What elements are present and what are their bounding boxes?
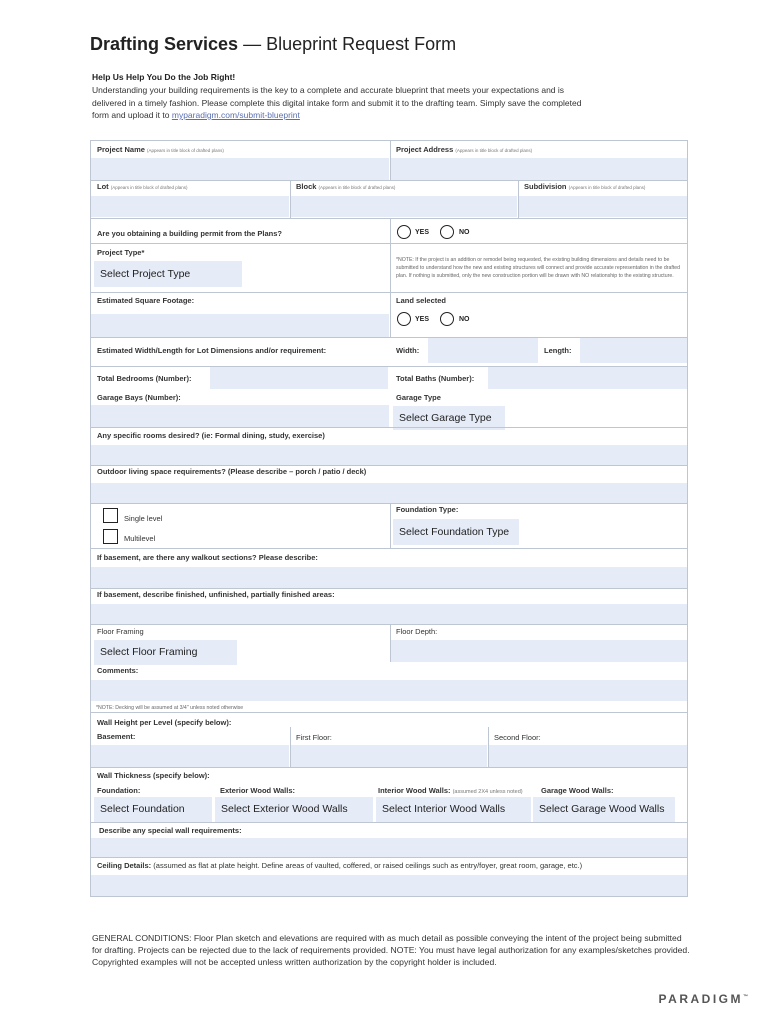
land-no-label: NO <box>459 316 470 323</box>
permit-yes-label: YES <box>415 229 430 236</box>
rooms-input[interactable] <box>91 445 687 465</box>
divider <box>90 857 688 858</box>
wall-height-label: Wall Height per Level (specify below): <box>97 718 232 727</box>
decking-note: *NOTE: Decking will be assumed at 3/4" unless noted otherwise <box>96 705 244 711</box>
divider <box>90 243 688 244</box>
garage-bays-input[interactable] <box>91 405 389 427</box>
garage-walls-select[interactable]: Select Garage Wood Walls <box>533 797 675 822</box>
divider <box>90 427 688 428</box>
basement-walkout-label: If basement, are there any walkout sections? Please describe: <box>97 553 318 562</box>
floor-framing-label: Floor Framing <box>97 627 144 636</box>
exterior-walls-label: Exterior Wood Walls: <box>220 786 296 795</box>
lot-input[interactable] <box>91 196 289 217</box>
length-input[interactable] <box>580 338 687 363</box>
lot-label: Lot (Appears in title block of drafted plans) <box>97 182 188 191</box>
sqft-input[interactable] <box>91 314 389 337</box>
foundation-type-select[interactable]: Select Foundation Type <box>393 519 519 545</box>
project-type-note: *NOTE: If the project is an addition or remodel being requested, the existing building dimensions and details need to be submitted to understand how the new and existing structures will connect and provide accurate representation in the drafted plan. If nothing is submitted, only the new construction portion will be drawn with NO relationship to the existing structure. <box>396 257 681 279</box>
first-floor-label: First Floor: <box>296 733 332 742</box>
divider <box>90 588 688 589</box>
rooms-label: Any specific rooms desired? (ie: Formal dining, study, exercise) <box>97 431 325 440</box>
basement-finished-input[interactable] <box>91 604 687 624</box>
exterior-walls-select[interactable]: Select Exterior Wood Walls <box>215 797 373 822</box>
divider <box>90 503 688 504</box>
divider <box>390 503 391 548</box>
project-name-label: Project Name (Appears in title block of drafted plans) <box>97 145 224 154</box>
baths-input[interactable] <box>488 367 687 389</box>
second-floor-height-input[interactable] <box>489 745 687 767</box>
sqft-label: Estimated Square Footage: <box>97 296 195 305</box>
second-floor-label: Second Floor: <box>494 733 541 742</box>
divider <box>90 292 688 293</box>
garage-type-select[interactable]: Select Garage Type <box>393 406 505 430</box>
length-label: Length: <box>544 346 572 355</box>
intro-heading: Help Us Help You Do the Job Right! <box>92 72 236 82</box>
outdoor-input[interactable] <box>91 483 687 503</box>
divider <box>90 140 688 141</box>
project-address-input[interactable] <box>391 158 687 180</box>
block-label: Block (Appears in title block of drafted plans) <box>296 182 396 191</box>
basement-walkout-input[interactable] <box>91 567 687 588</box>
first-floor-height-input[interactable] <box>291 745 487 767</box>
project-type-select[interactable]: Select Project Type <box>94 261 242 287</box>
intro-text: Understanding your building requirements is the key to a complete and accurate blueprint that meets your expectations and is delivered in a timely fashion. Please complete this digital intake form and submit it to the drafting team. Simply save the completed form and upload it to myparadigm.com/submit-blueprint <box>92 85 582 120</box>
bedrooms-label: Total Bedrooms (Number): <box>97 374 192 383</box>
permit-no-radio[interactable] <box>440 225 454 239</box>
permit-yes-radio[interactable] <box>397 225 411 239</box>
divider <box>90 180 688 181</box>
basement-height-input[interactable] <box>91 745 289 767</box>
land-selected-label: Land selected <box>396 296 447 305</box>
form-frame <box>90 140 688 897</box>
comments-input[interactable] <box>91 680 687 701</box>
special-walls-label: Describe any special wall requirements: <box>99 826 242 835</box>
land-yes-radio[interactable] <box>397 312 411 326</box>
divider <box>90 712 688 713</box>
bedrooms-input[interactable] <box>210 367 388 389</box>
special-walls-input[interactable] <box>91 838 687 857</box>
outdoor-label: Outdoor living space requirements? (Please describe – porch / patio / deck) <box>97 467 367 476</box>
comments-label: Comments: <box>97 666 139 675</box>
subdivision-label: Subdivision (Appears in title block of drafted plans) <box>524 182 646 191</box>
multilevel-label: Multilevel <box>124 534 156 543</box>
divider <box>90 548 688 549</box>
interior-walls-select[interactable]: Select Interior Wood Walls <box>376 797 531 822</box>
garage-bays-label: Garage Bays (Number): <box>97 393 181 402</box>
divider <box>90 822 688 823</box>
floor-depth-input[interactable] <box>391 640 687 662</box>
ceiling-input[interactable] <box>91 875 687 896</box>
divider <box>90 218 688 219</box>
foundation-label: Foundation: <box>97 786 141 795</box>
land-yes-label: YES <box>415 316 430 323</box>
page-title: Drafting Services — Blueprint Request Form <box>90 34 457 54</box>
land-no-radio[interactable] <box>440 312 454 326</box>
lot-dimensions-label: Estimated Width/Length for Lot Dimensions and/or requirement: <box>97 346 327 355</box>
width-input[interactable] <box>428 338 538 363</box>
wall-thickness-label: Wall Thickness (specify below): <box>97 771 210 780</box>
permit-no-label: NO <box>459 229 470 236</box>
general-conditions: GENERAL CONDITIONS: Floor Plan sketch and elevations are required with as much detail as possible conveying the intent of the project being submitted for drafting. Projects can be rejected due to the lack of requirements provided. NOTE: You must have legal authorization for any examples/sketches provided. Copyrighted examples will not be accepted unless written authorization by the copyright holder is included. <box>92 933 690 967</box>
baths-label: Total Baths (Number): <box>396 374 475 383</box>
submit-link[interactable]: myparadigm.com/submit-blueprint <box>171 110 300 120</box>
basement-label: Basement: <box>97 732 136 741</box>
garage-type-label: Garage Type <box>396 393 441 402</box>
floor-depth-label: Floor Depth: <box>396 627 438 636</box>
project-address-label: Project Address (Appears in title block of drafted plans) <box>396 145 533 154</box>
garage-walls-label: Garage Wood Walls: <box>541 786 614 795</box>
divider <box>90 624 688 625</box>
paradigm-logo: PARADIGM™ <box>658 992 748 1006</box>
permit-question: Are you obtaining a building permit from the Plans? <box>97 229 283 238</box>
floor-framing-select[interactable]: Select Floor Framing <box>94 640 237 665</box>
block-input[interactable] <box>291 196 517 217</box>
divider <box>90 767 688 768</box>
basement-finished-label: If basement, describe finished, unfinished, partially finished areas: <box>97 590 335 599</box>
foundation-select[interactable]: Select Foundation <box>94 797 212 822</box>
multilevel-checkbox[interactable] <box>103 529 118 544</box>
ceiling-label: Ceiling Details: (assumed as flat at plate height. Define areas of vaulted, coffered, or raised ceilings such as entry/foyer, great room, garage, etc.) <box>97 861 583 870</box>
single-level-label: Single level <box>124 514 163 523</box>
foundation-type-label: Foundation Type: <box>396 505 459 514</box>
project-name-input[interactable] <box>91 158 389 180</box>
width-label: Width: <box>396 346 420 355</box>
single-level-checkbox[interactable] <box>103 508 118 523</box>
subdivision-input[interactable] <box>519 196 687 217</box>
divider <box>390 218 391 338</box>
project-type-label: Project Type* <box>97 248 145 257</box>
divider <box>90 465 688 466</box>
interior-walls-label: Interior Wood Walls: (assumed 2X4 unless noted) <box>378 786 523 795</box>
